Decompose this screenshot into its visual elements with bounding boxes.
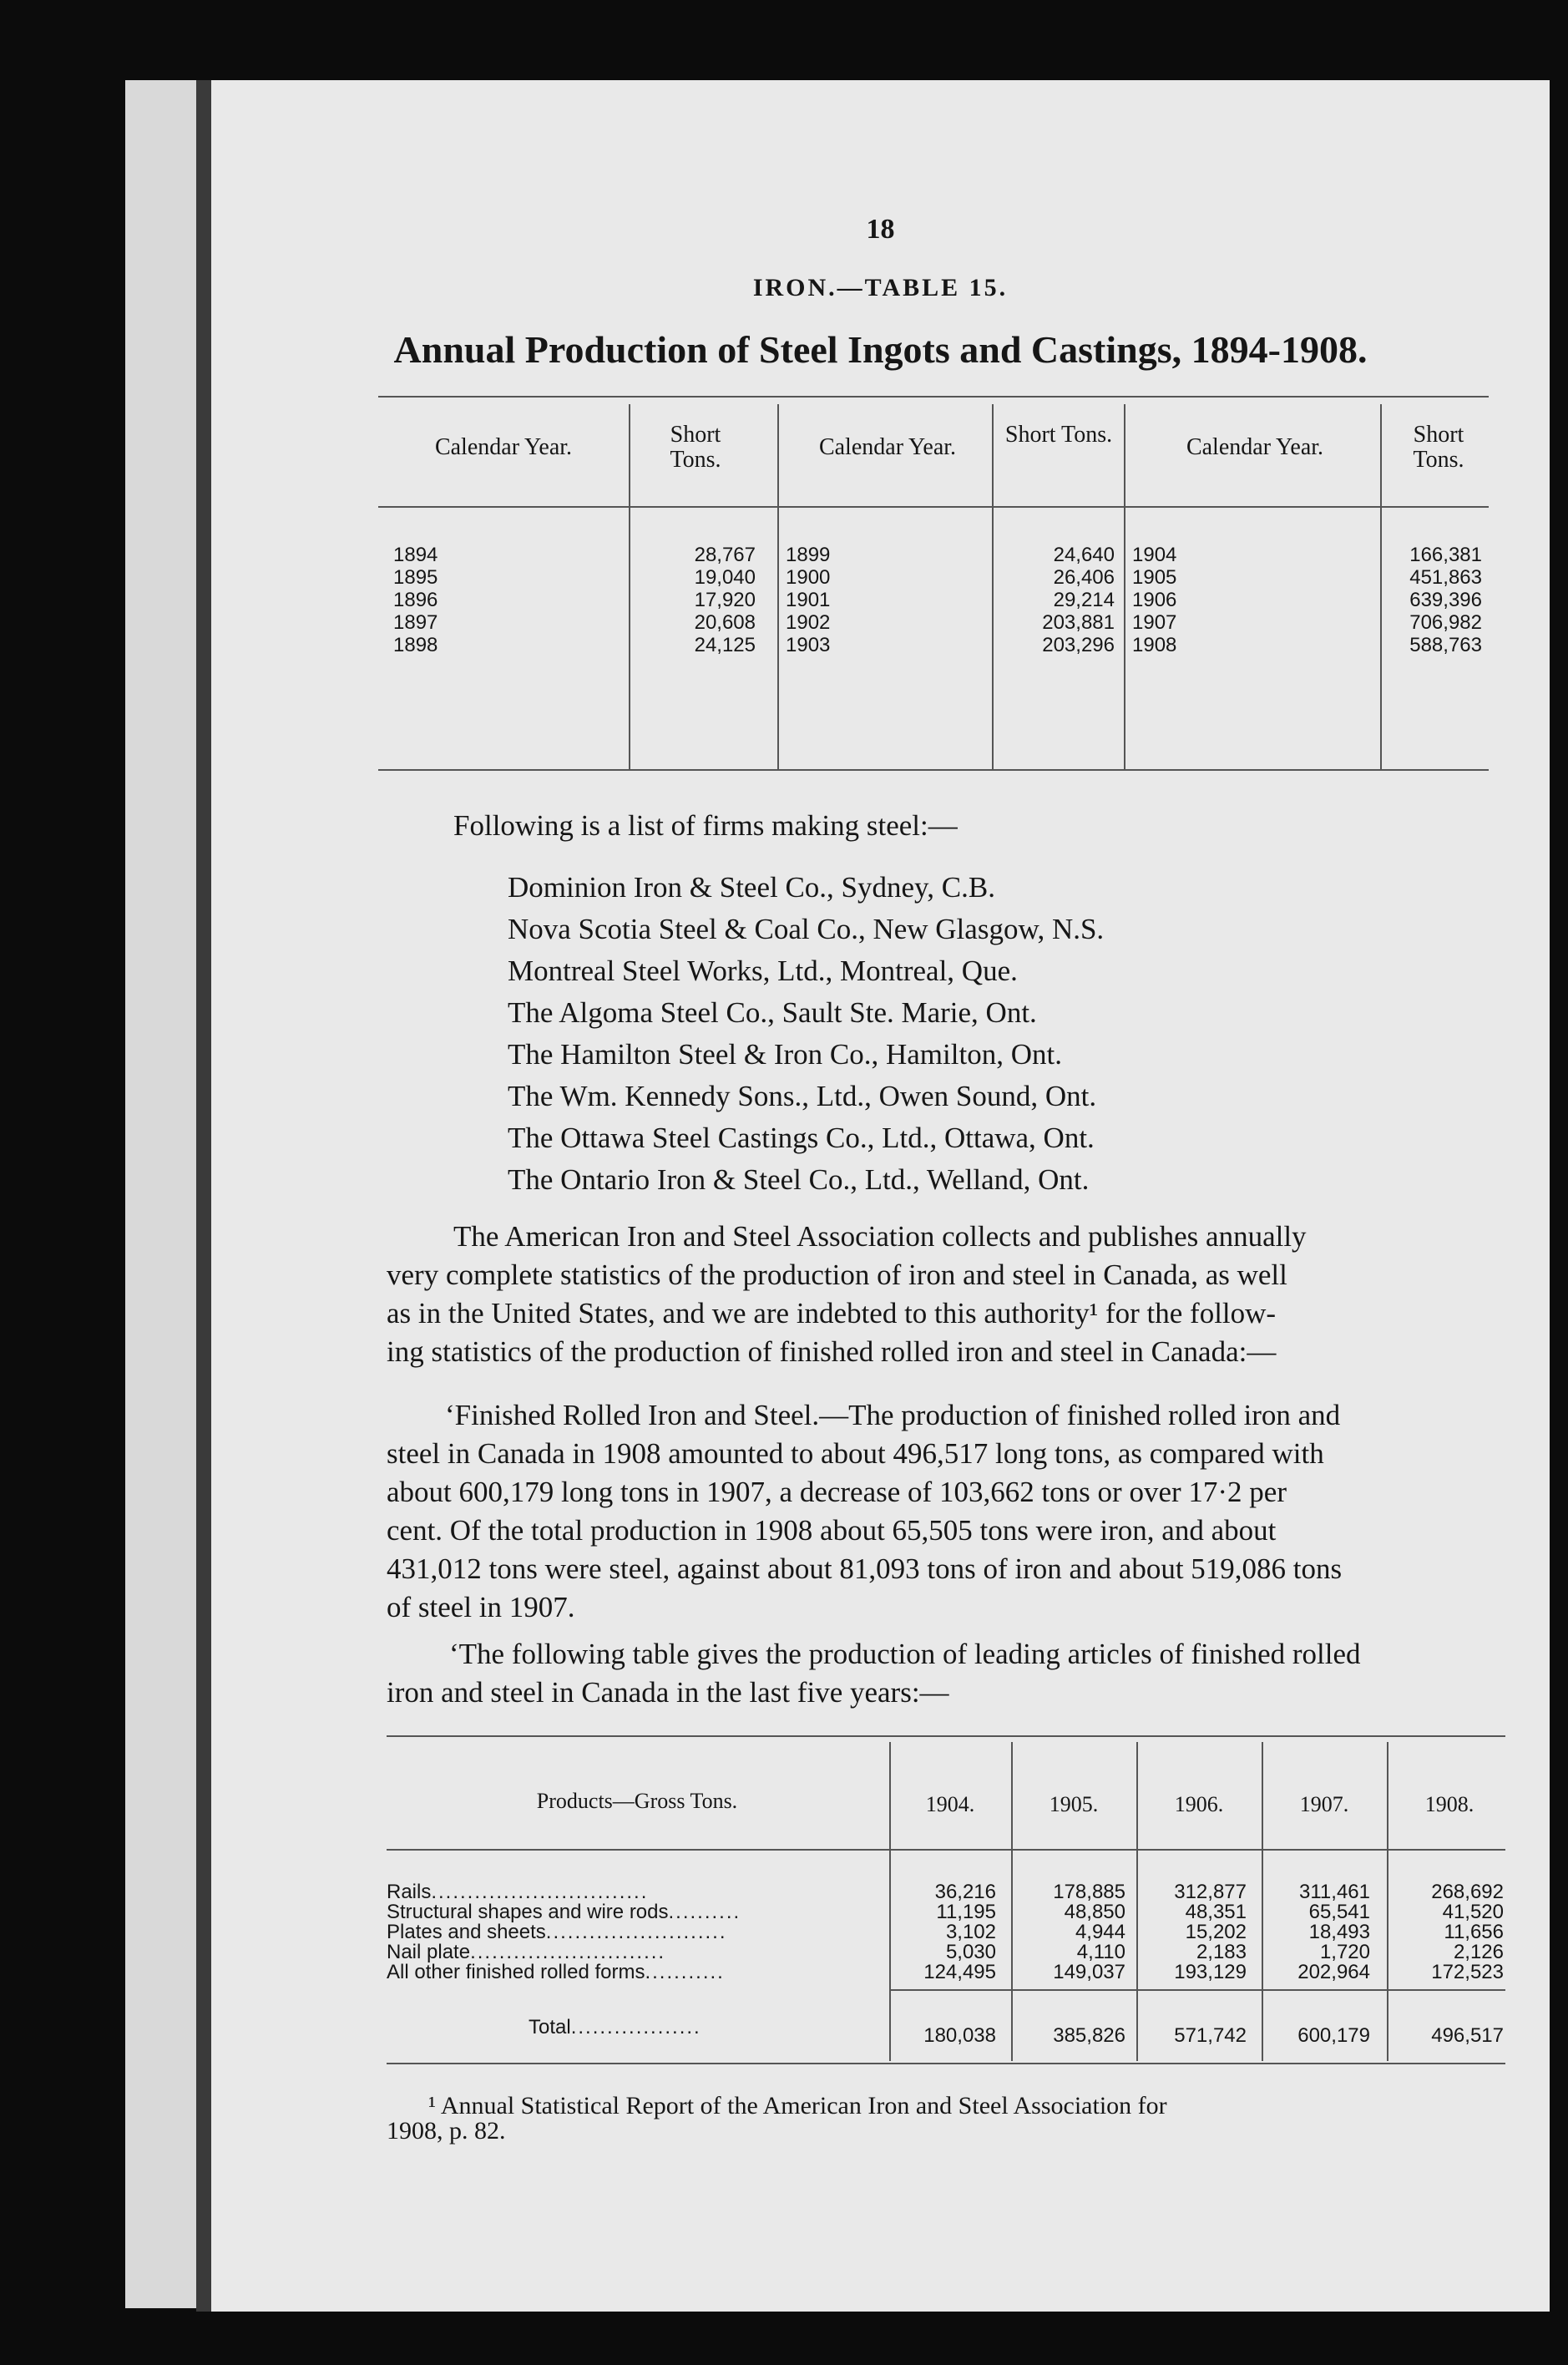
table-cell: 268,692 <box>1431 1881 1504 1903</box>
year-cell: 1900 <box>786 566 831 589</box>
tons-cell: 20,608 <box>694 611 756 634</box>
row-label <box>387 1902 741 1922</box>
year-cell: 1896 <box>393 589 438 611</box>
tons-cell: 29,214 <box>1053 589 1115 611</box>
column-header: Products—Gross Tons. <box>536 1789 738 1813</box>
column-divider <box>629 404 630 770</box>
list-item: The Algoma Steel Co., Sault Ste. Marie, Ont. <box>508 996 1037 1029</box>
text-line: cent. Of the total production in 1908 about 65,505 tons were iron, and about <box>387 1514 1277 1547</box>
table-cell: 202,964 <box>1297 1961 1370 1983</box>
table-cell: 65,541 <box>1308 1901 1370 1923</box>
year-cell: 1903 <box>786 634 831 656</box>
row-label <box>387 1882 648 1902</box>
column-header: Short Tons. <box>1413 422 1464 473</box>
table-cell: 1,720 <box>1319 1941 1370 1963</box>
leader-dots: .......... <box>668 1901 741 1923</box>
subtotal-rule <box>889 1989 1505 1991</box>
total-label-text: Total <box>529 2016 571 2038</box>
year-cell: 1894 <box>393 544 438 566</box>
tons-cell: 24,125 <box>694 634 756 656</box>
row-label <box>387 1942 665 1962</box>
tons-cell: 24,640 <box>1053 544 1115 566</box>
header-rule <box>378 506 1489 508</box>
table-cell: 11,656 <box>1444 1921 1504 1943</box>
text-line: very complete statistics of the production of iron and steel in Canada, as well <box>387 1258 1287 1291</box>
leader-dots: .............................. <box>431 1881 649 1903</box>
year-cell: 1906 <box>1132 589 1177 611</box>
column-header: 1908. <box>1424 1792 1474 1816</box>
table-cell: 178,885 <box>1053 1881 1125 1903</box>
total-cell: 571,742 <box>1174 2024 1247 2047</box>
table-cell: 172,523 <box>1431 1961 1504 1983</box>
text-line: The American Iron and Steel Association collects and publishes annually <box>453 1220 1307 1253</box>
tons-cell: 639,396 <box>1409 589 1482 611</box>
table-cell: 4,110 <box>1076 1941 1125 1963</box>
leader-dots: ........... <box>645 1961 725 1983</box>
table-cell: 3,102 <box>945 1921 996 1943</box>
column-header: Calendar Year. <box>818 434 957 460</box>
text-line: about 600,179 long tons in 1907, a decrease of 103,662 tons or over 17·2 per <box>387 1476 1287 1508</box>
list-item: Dominion Iron & Steel Co., Sydney, C.B. <box>508 871 995 904</box>
column-header: Short Tons. <box>670 422 721 473</box>
table-label: IRON.—TABLE 15. <box>752 274 1009 301</box>
page-title: Annual Production of Steel Ingots and Castings, 1894-1908. <box>393 328 1368 371</box>
table-rule <box>378 396 1489 398</box>
text-line: of steel in 1907. <box>387 1591 575 1623</box>
list-item: The Ottawa Steel Castings Co., Ltd., Ottawa, Ont. <box>508 1122 1095 1154</box>
footnote-line: ¹ Annual Statistical Report of the American Iron and Steel Association for <box>428 2092 1167 2119</box>
table-cell: 124,495 <box>923 1961 996 1983</box>
table-cell: 312,877 <box>1174 1881 1247 1903</box>
list-item: Nova Scotia Steel & Coal Co., New Glasgow, N.S. <box>508 913 1105 945</box>
column-divider <box>1124 404 1125 770</box>
table-cell: 36,216 <box>934 1881 996 1903</box>
total-cell: 600,179 <box>1297 2024 1370 2047</box>
year-cell: 1907 <box>1132 611 1177 634</box>
tons-cell: 166,381 <box>1409 544 1482 566</box>
row-label <box>387 1922 727 1942</box>
year-cell: 1904 <box>1132 544 1177 566</box>
tons-cell: 706,982 <box>1409 611 1482 634</box>
table-cell: 311,461 <box>1299 1881 1370 1903</box>
tons-cell: 28,767 <box>694 544 756 566</box>
list-item: The Hamilton Steel & Iron Co., Hamilton, Ont. <box>508 1038 1062 1071</box>
table-cell: 5,030 <box>945 1941 996 1963</box>
table-cell: 11,195 <box>936 1901 996 1923</box>
year-cell: 1905 <box>1132 566 1177 589</box>
list-item: Montreal Steel Works, Ltd., Montreal, Que. <box>508 955 1018 987</box>
table-rule <box>378 769 1489 771</box>
total-label <box>529 2018 701 2038</box>
column-header: Calendar Year. <box>1186 434 1324 460</box>
year-cell: 1897 <box>393 611 438 634</box>
tons-cell: 203,881 <box>1042 611 1115 634</box>
table-rule <box>387 1735 1505 1737</box>
document-page <box>196 80 1550 2312</box>
row-label-text: All other finished rolled forms <box>387 1961 645 1983</box>
row-label-text: Rails <box>387 1881 432 1903</box>
column-header: 1905. <box>1049 1792 1099 1816</box>
firms-intro: Following is a list of firms making steel:— <box>453 809 958 842</box>
column-divider <box>1011 1742 1013 2061</box>
tons-cell: 17,920 <box>694 589 756 611</box>
text-line: ing statistics of the production of finished rolled iron and steel in Canada:— <box>387 1335 1277 1368</box>
table-cell: 48,351 <box>1185 1901 1247 1923</box>
list-item: The Ontario Iron & Steel Co., Ltd., Welland, Ont. <box>508 1163 1090 1196</box>
column-header: 1906. <box>1174 1792 1224 1816</box>
tons-cell: 451,863 <box>1409 566 1482 589</box>
year-cell: 1901 <box>786 589 831 611</box>
column-divider <box>1387 1742 1388 2061</box>
year-cell: 1902 <box>786 611 831 634</box>
column-header: 1904. <box>925 1792 975 1816</box>
total-cell: 496,517 <box>1431 2024 1504 2047</box>
column-header: Short Tons. <box>1004 422 1113 448</box>
total-cell: 385,826 <box>1053 2024 1125 2047</box>
year-cell: 1898 <box>393 634 438 656</box>
text-line: ‘The following table gives the production of leading articles of finished rolled <box>449 1638 1361 1670</box>
text-line: iron and steel in Canada in the last five years:— <box>387 1676 949 1709</box>
table-cell: 2,183 <box>1196 1941 1247 1963</box>
year-cell: 1908 <box>1132 634 1177 656</box>
row-label-text: Plates and sheets <box>387 1921 546 1943</box>
page-number: 18 <box>866 214 895 245</box>
tons-cell: 26,406 <box>1053 566 1115 589</box>
row-label-text: Structural shapes and wire rods <box>387 1901 669 1923</box>
table-cell: 149,037 <box>1053 1961 1125 1983</box>
column-header: Calendar Year. <box>434 434 573 460</box>
tons-cell: 588,763 <box>1409 634 1482 656</box>
year-cell: 1899 <box>786 544 831 566</box>
leader-dots: ........................... <box>470 1941 666 1963</box>
table-cell: 2,126 <box>1453 1941 1504 1963</box>
text-line: steel in Canada in 1908 amounted to about 496,517 long tons, as compared with <box>387 1437 1324 1470</box>
footnote-line: 1908, p. 82. <box>387 2117 506 2145</box>
text-line: as in the United States, and we are indebted to this authority¹ for the follow- <box>387 1297 1277 1329</box>
column-divider <box>777 404 779 770</box>
table-cell: 18,493 <box>1308 1921 1370 1943</box>
table-rule <box>387 2063 1505 2064</box>
table-cell: 193,129 <box>1174 1961 1247 1983</box>
year-cell: 1895 <box>393 566 438 589</box>
table-cell: 48,850 <box>1064 1901 1125 1923</box>
text-line: ‘Finished Rolled Iron and Steel.—The production of finished rolled iron and <box>445 1399 1341 1431</box>
tons-cell: 203,296 <box>1042 634 1115 656</box>
row-label-text: Nail plate <box>387 1941 471 1963</box>
table-cell: 15,202 <box>1185 1921 1247 1943</box>
table-cell: 41,520 <box>1442 1901 1504 1923</box>
leader-dots: ......................... <box>545 1921 727 1943</box>
header-rule <box>387 1849 1505 1851</box>
leader-dots: .................. <box>570 2016 701 2038</box>
list-item: The Wm. Kennedy Sons., Ltd., Owen Sound, Ont. <box>508 1080 1097 1112</box>
tons-cell: 19,040 <box>694 566 756 589</box>
total-cell: 180,038 <box>923 2024 996 2047</box>
table-cell: 4,944 <box>1075 1921 1125 1943</box>
text-line: 431,012 tons were steel, against about 81,093 tons of iron and about 519,086 tons <box>387 1552 1343 1585</box>
column-header: 1907. <box>1299 1792 1349 1816</box>
row-label <box>387 1962 725 1983</box>
